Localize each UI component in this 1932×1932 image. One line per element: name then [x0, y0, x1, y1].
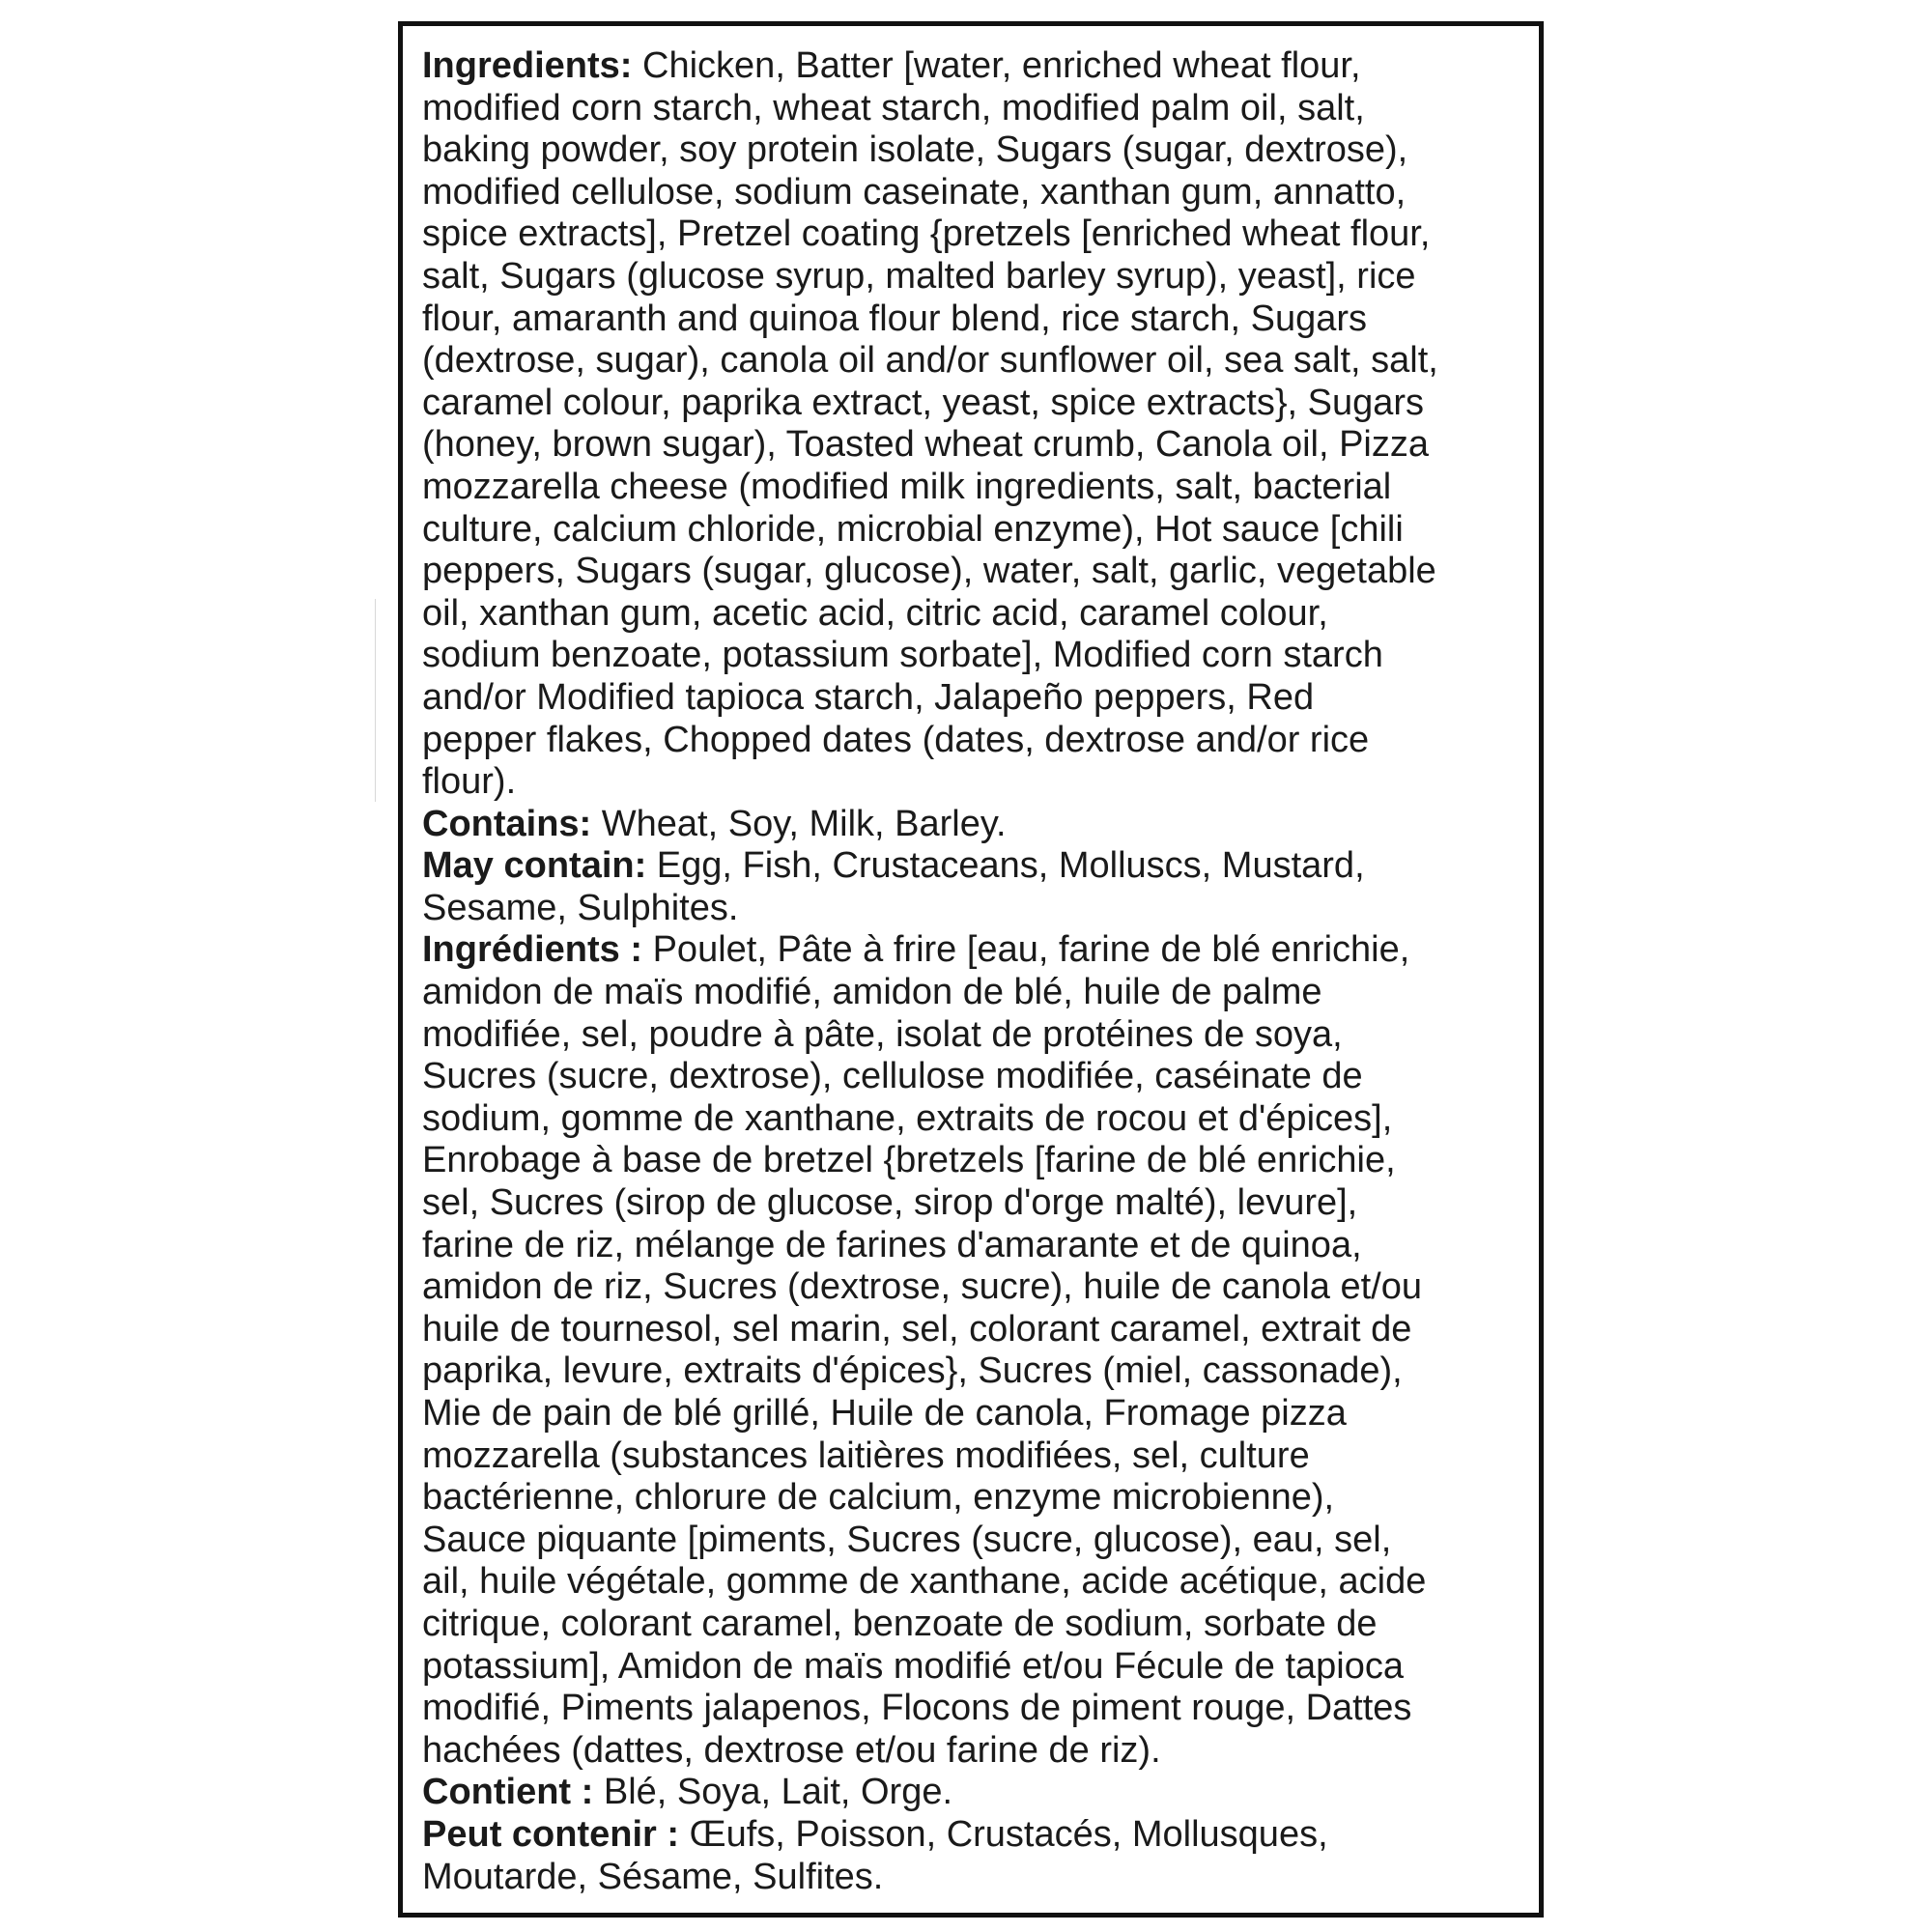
fr-may-contain-line: Moutarde, Sésame, Sulfites. [422, 1856, 884, 1897]
fr-ingredients-line: citrique, colorant caramel, benzoate de sodium, sorbate de [422, 1603, 1378, 1644]
en-ingredients-line: flour, amaranth and quinoa flour blend, rice starch, Sugars [422, 298, 1368, 339]
fr-ingredients-line: amidon de maïs modifié, amidon de blé, huile de palme [422, 972, 1322, 1013]
fr-ingredients-line: sodium, gomme de xanthane, extraits de rocou et d'épices], [422, 1097, 1393, 1139]
fr-ingredients-line-1: Ingrédients : Poulet, Pâte à frire [eau, farine de blé enrichie, [422, 929, 1410, 971]
fr-ingredients-line: bactérienne, chlorure de calcium, enzyme microbienne), [422, 1477, 1335, 1519]
fr-ingredients-line: modifiée, sel, poudre à pâte, isolat de protéines de soya, [422, 1013, 1343, 1055]
fr-contains-heading: Contient : [422, 1772, 594, 1813]
en-may-contain-heading: May contain: [422, 845, 647, 887]
en-ingredients-line: peppers, Sugars (sugar, glucose), water, salt, garlic, vegetable [422, 551, 1436, 592]
en-ingredients-line: baking powder, soy protein isolate, Sugars (sugar, dextrose), [422, 129, 1408, 171]
en-ingredients-line: and/or Modified tapioca starch, Jalapeño peppers, Red [422, 676, 1315, 718]
ingredient-label-text [422, 45, 1521, 1898]
en-ingredients-line: culture, calcium chloride, microbial enzyme), Hot sauce [chili [422, 508, 1404, 550]
fr-may-contain-line-1: Peut contenir : Œufs, Poisson, Crustacés, Mollusques, [422, 1813, 1328, 1855]
en-ingredients-heading: Ingredients: [422, 45, 633, 86]
fr-ingredients-line: Mie de pain de blé grillé, Huile de canola, Fromage pizza [422, 1393, 1347, 1434]
en-ingredients-line: spice extracts], Pretzel coating {pretzels [enriched wheat flour, [422, 213, 1431, 255]
en-ingredients-line: caramel colour, paprika extract, yeast, spice extracts}, Sugars [422, 382, 1425, 423]
fr-ingredients-line: potassium], Amidon de maïs modifié et/ou Fécule de tapioca [422, 1645, 1404, 1687]
fr-ingredients-line: ail, huile végétale, gomme de xanthane, acide acétique, acide [422, 1561, 1427, 1603]
fr-ingredients-line: sel, Sucres (sirop de glucose, sirop d'orge malté), levure], [422, 1182, 1358, 1224]
fr-ingredients-line: Enrobage à base de bretzel {bretzels [farine de blé enrichie, [422, 1140, 1396, 1181]
fr-ingredients-line: mozzarella (substances laitières modifiées, sel, culture [422, 1435, 1310, 1476]
en-ingredients-line: pepper flakes, Chopped dates (dates, dextrose and/or rice [422, 719, 1370, 760]
en-ingredients-line: salt, Sugars (glucose syrup, malted barley syrup), yeast], rice [422, 255, 1416, 297]
ingredient-label-panel [398, 21, 1544, 1918]
en-ingredients-line: sodium benzoate, potassium sorbate], Modified corn starch [422, 635, 1383, 676]
scan-edge-line [375, 599, 376, 802]
fr-ingredients-line: hachées (dattes, dextrose et/ou farine de riz). [422, 1729, 1161, 1771]
en-contains-line: Contains: Wheat, Soy, Milk, Barley. [422, 803, 1007, 844]
en-contains-heading: Contains: [422, 803, 592, 844]
en-may-contain-line-1: May contain: Egg, Fish, Crustaceans, Molluscs, Mustard, [422, 845, 1365, 887]
fr-ingredients-line: farine de riz, mélange de farines d'amarante et de quinoa, [422, 1224, 1362, 1265]
en-ingredients-line: mozzarella cheese (modified milk ingredients, salt, bacterial [422, 466, 1392, 507]
fr-ingredients-line: modifié, Piments jalapenos, Flocons de piment rouge, Dattes [422, 1688, 1412, 1729]
fr-ingredients-line: amidon de riz, Sucres (dextrose, sucre), huile de canola et/ou [422, 1266, 1422, 1308]
en-ingredients-line: (dextrose, sugar), canola oil and/or sunflower oil, sea salt, salt, [422, 340, 1438, 382]
fr-may-contain-heading: Peut contenir : [422, 1813, 680, 1855]
fr-ingredients-line: Sucres (sucre, dextrose), cellulose modifiée, caséinate de [422, 1056, 1363, 1097]
en-ingredients-line: oil, xanthan gum, acetic acid, citric acid, caramel colour, [422, 592, 1328, 634]
en-ingredients-line: (honey, brown sugar), Toasted wheat crumb, Canola oil, Pizza [422, 424, 1430, 466]
fr-ingredients-line: paprika, levure, extraits d'épices}, Sucres (miel, cassonade), [422, 1350, 1403, 1392]
en-ingredients-line: modified cellulose, sodium caseinate, xanthan gum, annatto, [422, 171, 1406, 213]
en-ingredients-line: flour). [422, 761, 517, 803]
en-ingredients-line: modified corn starch, wheat starch, modified palm oil, salt, [422, 87, 1365, 128]
fr-ingredients-line: huile de tournesol, sel marin, sel, colorant caramel, extrait de [422, 1308, 1412, 1350]
en-may-contain-line: Sesame, Sulphites. [422, 887, 739, 928]
fr-contains-line: Contient : Blé, Soya, Lait, Orge. [422, 1772, 953, 1813]
en-ingredients-line-1: Ingredients: Chicken, Batter [water, enriched wheat flour, [422, 45, 1361, 86]
fr-ingredients-heading: Ingrédients : [422, 929, 643, 971]
fr-ingredients-line: Sauce piquante [piments, Sucres (sucre, glucose), eau, sel, [422, 1519, 1392, 1560]
